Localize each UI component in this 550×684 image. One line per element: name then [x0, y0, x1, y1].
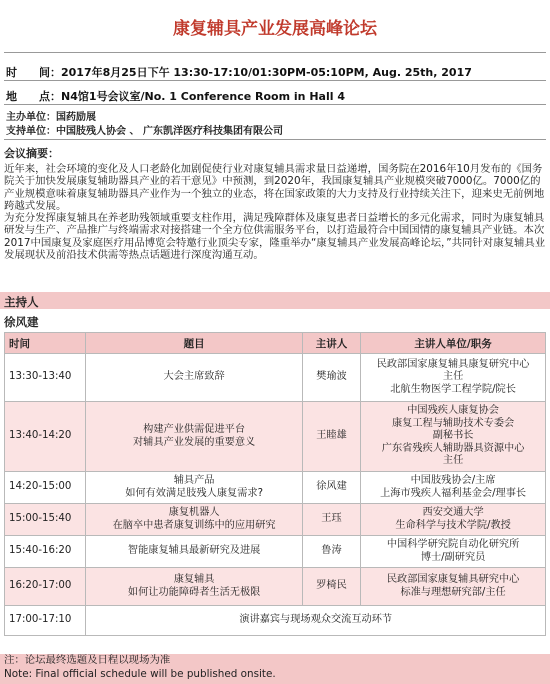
time-value: 2017年8月25日下午 13:30-17:10/01:30PM-05:10PM, Aug. 25th, 2017 [61, 66, 472, 79]
header-speaker: 主讲人 [302, 333, 360, 354]
time-label: 时 间： [6, 66, 61, 79]
host-name: 徐风建 [4, 315, 39, 329]
row-time: 15:40-16:20 [5, 536, 86, 568]
row-topic: 构建产业供需促进平台 对辅具产业发展的重要意义 [86, 402, 302, 472]
row-org: 民政部国家康复辅具研究中心 标准与理想研究部/主任 [361, 568, 546, 606]
row-topic: 康复机器人 在脑卒中患者康复训练中的应用研究 [86, 504, 302, 536]
location-value: N4馆1号会议室/No. 1 Conference Room in Hall 4 [61, 90, 345, 103]
abstract-paragraph: 近年来，社会环境的变化及人口老龄化加剧促使行业对康复辅具需求量日益递增，国务院在2016年10月发布的《国务院关于加快发展康复辅助器具产业的若干意见》中预测，到2020年，我国康复辅具产业规模突破7000亿。7000亿的产业规模意味着康复辅助器具产业作为一个独立的业态，将在国家政策的大力支持及行业持续关注下，迎来史无前例地跨越式发展。 [4, 163, 545, 212]
note-en: Note: Final official schedule will be published onsite. [4, 667, 276, 680]
table-row [5, 606, 546, 636]
row-org: 中国肢残协会/主席 上海市残疾人福利基金会/理事长 [361, 472, 546, 504]
row-speaker: 王睦雄 [302, 402, 360, 472]
row-time: 15:00-15:40 [5, 504, 86, 536]
row-speaker: 王珏 [302, 504, 360, 536]
supporter-row [6, 122, 283, 137]
abstract-text [4, 163, 546, 261]
row-topic: 辅具产品 如何有效满足肢残人康复需求? [86, 472, 302, 504]
table-header-row [5, 333, 546, 354]
table-row [5, 568, 546, 606]
abstract-paragraph: 为充分发挥康复辅具在养老助残领域重要支柱作用，满足残障群体及康复患者日益增长的多元化需求，同时为康复辅具研发与生产、产品推广与终端需求对接搭建一个全方位供需服务平台，以打造最符合中国国情的康复辅具产业链。本次2017中国康复及家庭医疗用品博览会特邀行业顶尖专家，隆重举办“康复辅具产业发展高峰论坛，”共同针对康复辅具业发展现状及前沿技术供需等热点话题进行深度沟通互动。 [4, 212, 546, 262]
row-speaker: 鲁涛 [302, 536, 360, 568]
row-org: 民政部国家康复辅具康复研究中心 主任 北航生物医学工程学院/院长 [361, 354, 546, 402]
organizer-label: 主办单位： [6, 112, 56, 123]
table-row [5, 354, 546, 402]
header-org: 主讲人单位/职务 [361, 333, 546, 354]
supporter-label: 支持单位： [6, 126, 56, 137]
table-row [5, 536, 546, 568]
row-time: 16:20-17:00 [5, 568, 86, 606]
row-org: 中国残疾人康复协会 康复工程与辅助技术专委会 副秘书长 广东省残疾人辅助器具资源中心 主任 [361, 402, 546, 472]
row-time: 14:20-15:00 [5, 472, 86, 504]
table-row [5, 402, 546, 472]
schedule-table [4, 332, 546, 636]
organizer-value: 国药励展 [56, 112, 96, 123]
row-time: 13:40-14:20 [5, 402, 86, 472]
page-title: 康复辅具产业发展高峰论坛 [173, 19, 377, 39]
row-time: 13:30-13:40 [5, 354, 86, 402]
row-time: 17:00-17:10 [5, 606, 86, 636]
row-org: 中国科学研究院自动化研究所 博士/副研究员 [361, 536, 546, 568]
supporter-value: 中国肢残人协会 、 广东凯洋医疗科技集团有限公司 [56, 126, 283, 137]
header-time: 时间 [5, 333, 86, 354]
abstract-heading: 会议摘要： [4, 147, 59, 160]
row-topic: 康复辅具 如何让功能障碍者生活无极限 [86, 568, 302, 606]
row-speaker: 樊瑜波 [302, 354, 360, 402]
divider [4, 80, 546, 81]
note-cn: 注：论坛最终选题及日程以现场为准 [4, 654, 171, 666]
divider [4, 104, 546, 105]
divider [4, 52, 546, 53]
table-row [5, 472, 546, 504]
footnote [0, 654, 550, 684]
host-bar [0, 292, 550, 309]
row-topic: 智能康复辅具最新研究及进展 [86, 536, 302, 568]
divider [4, 139, 546, 140]
location-label: 地 点： [6, 90, 61, 103]
organizer-row [6, 108, 96, 123]
table-row [5, 504, 546, 536]
location-row [6, 88, 345, 104]
time-row [6, 64, 472, 80]
row-speaker: 罗椅民 [302, 568, 360, 606]
row-speaker: 徐风建 [302, 472, 360, 504]
host-heading: 主持人 [4, 295, 39, 309]
row-topic: 演讲嘉宾与现场观众交流互动环节 [86, 606, 546, 636]
row-topic: 大会主席致辞 [86, 354, 302, 402]
header-topic: 题目 [86, 333, 302, 354]
row-org: 西安交通大学 生命科学与技术学院/教授 [361, 504, 546, 536]
